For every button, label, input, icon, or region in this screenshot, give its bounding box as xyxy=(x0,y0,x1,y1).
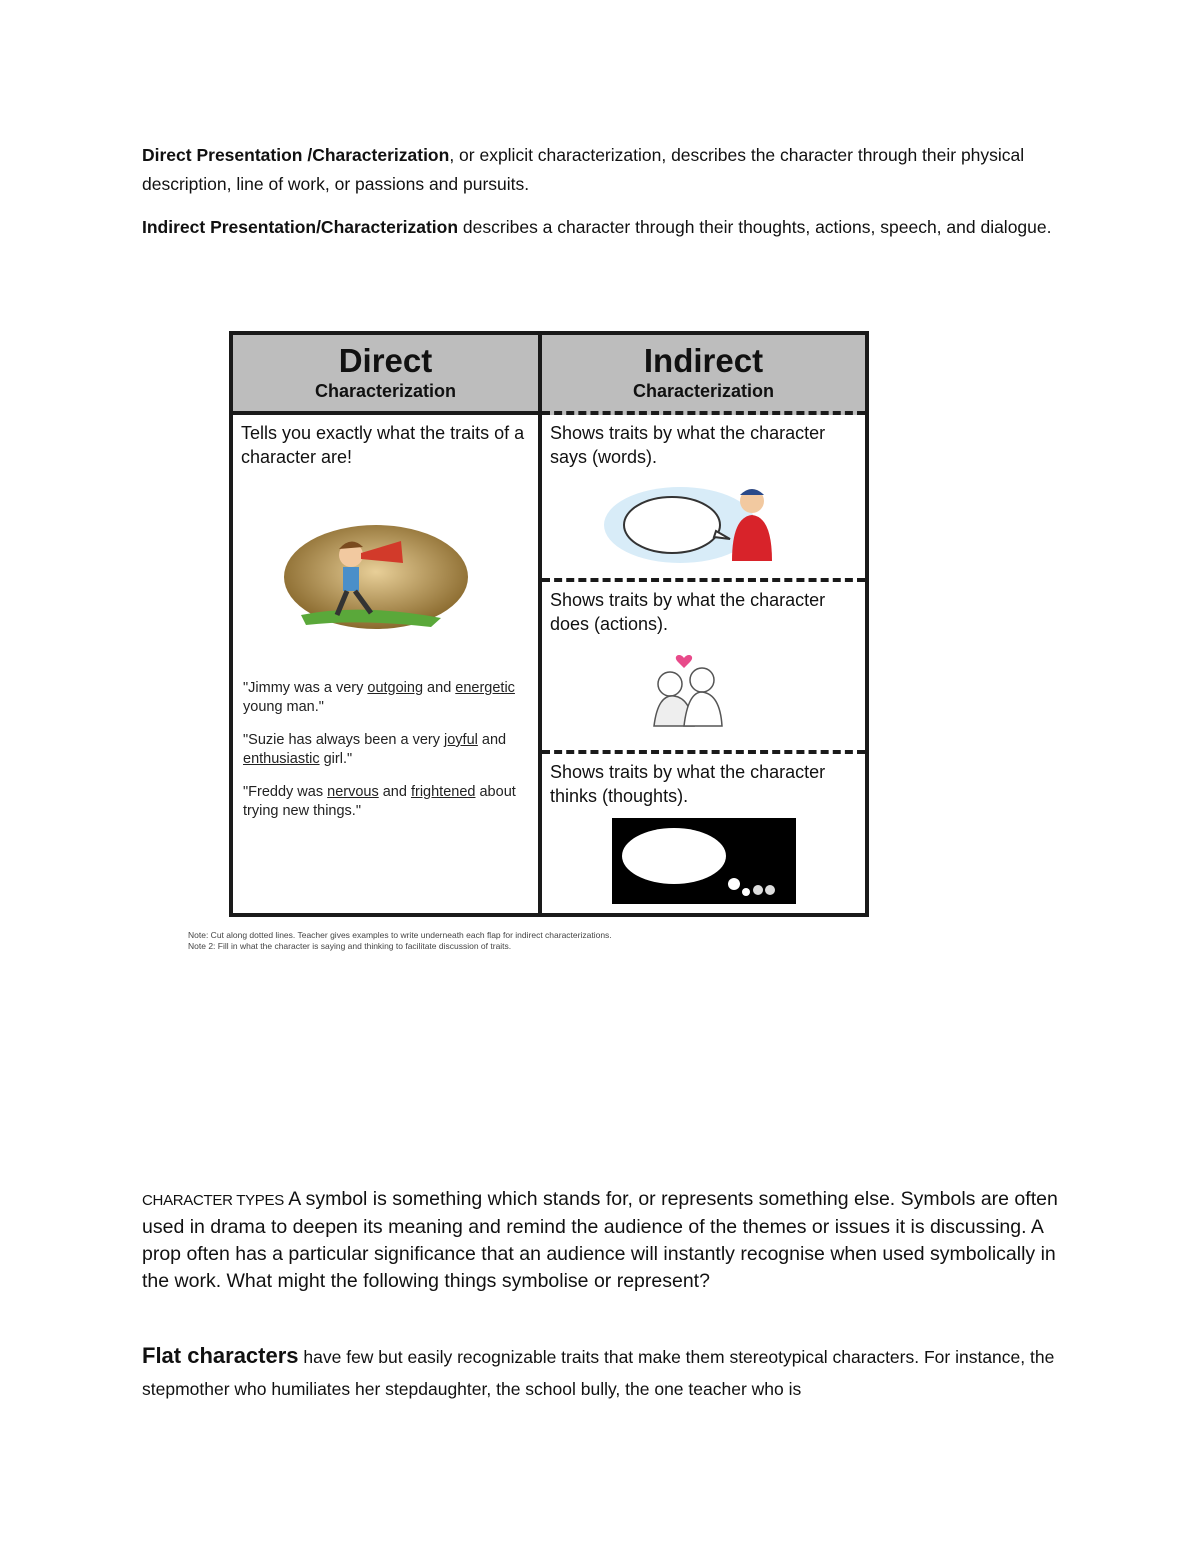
indirect-header xyxy=(542,335,865,415)
figure-notes xyxy=(188,930,888,952)
flat-characters-term: Flat characters xyxy=(142,1343,299,1368)
indirect-definition: describes a character through their thoughts, actions, speech, and dialogue. xyxy=(458,217,1052,237)
direct-header xyxy=(233,335,538,415)
flat-characters-body: have few but easily recognizable traits that make them stereotypical characters. For instance, the stepmother who humiliates her stepdaughter, the school bully, the one teacher who is xyxy=(142,1347,1055,1399)
direct-column xyxy=(233,335,542,913)
indirect-column xyxy=(542,335,865,913)
indirect-thoughts-text: Shows traits by what the character thinks (thoughts). xyxy=(550,762,826,806)
indirect-words-text: Shows traits by what the character says (words). xyxy=(550,423,826,467)
direct-characterization-paragraph xyxy=(142,141,1072,199)
hugging-couple-illustration xyxy=(640,650,740,730)
flat-characters-paragraph xyxy=(142,1340,1077,1405)
figure-note-1: Note: Cut along dotted lines. Teacher gives examples to write underneath each flap for indirect characterizations. xyxy=(188,930,612,940)
indirect-thoughts-section xyxy=(542,754,865,913)
character-types-body: A symbol is something which stands for, or represents something else. Symbols are often used in drama to deepen its meaning and remind the audience of the themes or issues it is discussing. A prop often has a particular significance that an audience will instantly recognise when used symbolically in the work. What might the following things symbolise or represent? xyxy=(142,1188,1058,1292)
direct-title: Direct xyxy=(338,342,433,379)
indirect-subtitle: Characterization xyxy=(632,381,775,401)
indirect-actions-section xyxy=(542,582,865,754)
direct-quote-freddy: "Freddy was nervous and frightened about trying new things." xyxy=(243,784,516,819)
direct-term: Direct Presentation /Characterization xyxy=(142,145,450,165)
direct-quote-suzie: "Suzie has always been a very joyful and enthusiastic girl." xyxy=(243,732,507,767)
speech-bubble-person-illustration xyxy=(602,481,802,569)
indirect-actions-text: Shows traits by what the character does (actions). xyxy=(550,590,826,634)
characterization-figure xyxy=(229,331,869,917)
character-types-heading: CHARACTER TYPES xyxy=(142,1192,284,1209)
megaphone-boy-illustration xyxy=(281,523,471,631)
indirect-words-section xyxy=(542,415,865,582)
character-types-paragraph xyxy=(142,1186,1077,1295)
direct-definition: , or explicit characterization, describes the character through their physical description, line of work, or passions and pursuits. xyxy=(142,145,1025,194)
thought-bubble-illustration xyxy=(612,818,796,904)
indirect-term: Indirect Presentation/Characterization xyxy=(142,217,459,237)
figure-note-2: Note 2: Fill in what the character is saying and thinking to facilitate discussion of traits. xyxy=(188,941,512,951)
indirect-title: Indirect xyxy=(643,342,764,379)
direct-quote-jimmy: "Jimmy was a very outgoing and energetic young man." xyxy=(243,680,515,715)
indirect-characterization-paragraph xyxy=(142,213,1072,242)
direct-subtitle: Characterization xyxy=(314,381,457,401)
direct-description: Tells you exactly what the traits of a character are! xyxy=(241,423,525,467)
